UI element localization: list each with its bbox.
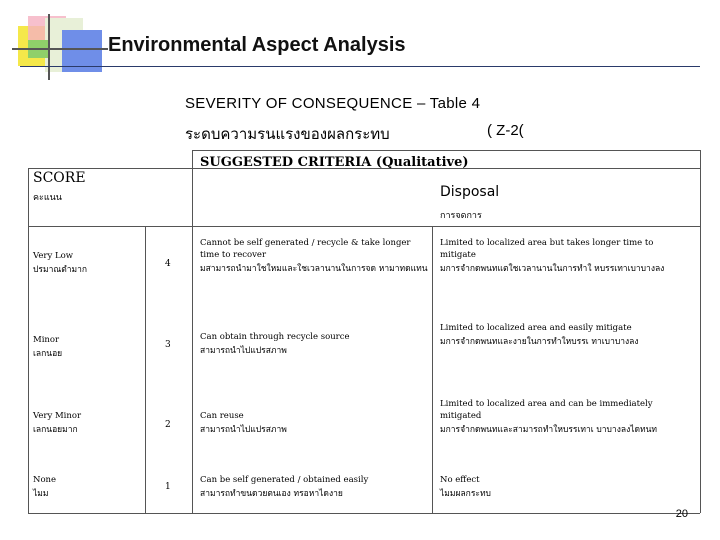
criteria-cell [200,410,428,436]
severity-level: Very Low [33,251,73,261]
score-label-th: คะแนน [33,193,62,203]
table-row [33,410,138,436]
disposal-cell [440,322,665,348]
table-right-border [700,150,701,513]
table-row [33,334,138,360]
logo-line-vertical [48,14,50,80]
criteria-text: Can be self generated / obtained easily [200,475,369,485]
disposal-text-th: มการจำกดพนทและงายในการทำใหบรรเ ทาเบาบางลง [440,337,639,347]
criteria-cell [200,474,428,500]
severity-level-th: ปรมาณตำมาก [33,265,88,275]
table-subtitle-en: SEVERITY OF CONSEQUENCE – Table 4 [185,95,481,112]
criteria-text-th: สามารถทำขนดวยตนเอง ทรอหาไดงาย [200,489,343,499]
column-header-disposal: Disposal [440,184,500,200]
disposal-text: No effect [440,475,480,485]
table-row [33,474,138,500]
disposal-text-th: มการจำกดพนทแตใชเวลานานในการทำใ หบรรเทาเบาบางลง [440,264,665,274]
disposal-cell [440,398,665,436]
page-title: Environmental Aspect Analysis [108,34,406,56]
criteria-text-th: มสามารถนำมาใชใหมและใชเวลานานในการจด หามาทดแทน [200,264,428,274]
disposal-text: Limited to localized area but takes longer time to mitigate [440,238,654,260]
column-header-disposal-th: การจดการ [440,211,482,221]
logo [0,0,110,80]
page-number: 20 [675,508,688,520]
header-bottom-border [28,226,700,227]
table-left-border [28,168,29,513]
disposal-text-th: ไมมผลกระทบ [440,489,491,499]
disposal-cell [440,474,665,500]
table-subtitle-th: ระดบความรนแรงของผลกระทบ [185,125,390,143]
criteria-divider [432,226,433,513]
criteria-text-th: สามารถนำไปแปรสภาพ [200,346,287,356]
severity-level-th: เลกนอยมาก [33,425,78,435]
table-id: ( Z-2( [487,122,524,139]
score-value: 1 [165,482,171,492]
criteria-text-th: สามารถนำไปแปรสภาพ [200,425,287,435]
table-row [33,250,138,276]
disposal-text: Limited to localized area and can be immediately mitigated [440,399,653,421]
title-divider [20,66,700,67]
severity-level: Minor [33,335,60,345]
score-value: 3 [165,340,171,350]
severity-level: None [33,475,57,485]
table-top-border [192,150,700,151]
score-divider [192,150,193,513]
score-value: 2 [165,420,171,430]
criteria-text: Can reuse [200,411,244,421]
criteria-cell [200,237,428,275]
severity-level-th: เลกนอย [33,349,63,359]
criteria-header: SUGGESTED CRITERIA (Qualitative) [200,155,469,170]
score-label: SCORE [33,170,86,186]
logo-line-horizontal [12,48,108,50]
criteria-cell [200,331,428,357]
disposal-text-th: มการจำกดพนทและสามารถทำใหบรรเทาเ บาบางลงไดทนท [440,425,658,435]
severity-level-th: ไมม [33,489,49,499]
level-number-divider [145,226,146,513]
criteria-text: Can obtain through recycle source [200,332,350,342]
table-bottom-border [28,513,700,514]
disposal-cell [440,237,665,275]
criteria-text: Cannot be self generated / recycle & take longer time to recover [200,238,411,260]
severity-level: Very Minor [33,411,82,421]
score-value: 4 [165,259,171,269]
disposal-text: Limited to localized area and easily mitigate [440,323,632,333]
